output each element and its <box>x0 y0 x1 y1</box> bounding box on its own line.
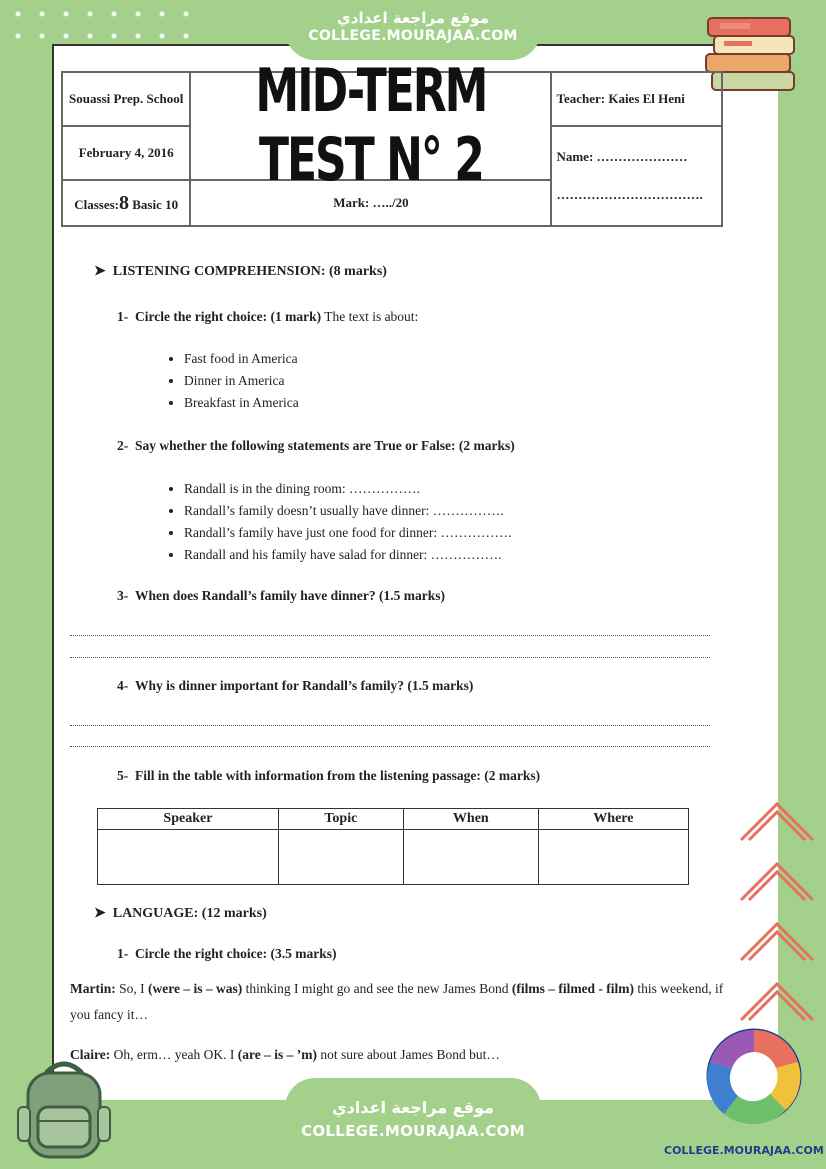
dialog-text: So, I <box>115 981 148 996</box>
q1-number: 1- <box>117 309 129 324</box>
column-header: When <box>403 809 538 830</box>
site-logo-icon <box>694 1022 818 1140</box>
header-table <box>61 57 723 227</box>
option-item[interactable]: • Dinner in America <box>184 370 299 392</box>
mark-field: Mark: …../20 <box>190 180 551 226</box>
teacher-name: Teacher: Kaies El Heni <box>551 72 722 126</box>
logo-caption: COLLEGE.MOURAJAA.COM <box>664 1144 824 1157</box>
speaker-martin: Martin: <box>70 981 116 996</box>
classes-suffix: Basic 10 <box>132 196 179 212</box>
q3-number: 3- <box>117 588 129 603</box>
arrow-bullet-icon: ➤ <box>94 906 106 921</box>
table-cell[interactable] <box>278 830 403 885</box>
name-continuation: ……………………………. <box>556 187 703 202</box>
answer-line[interactable] <box>70 746 710 747</box>
table-cell[interactable] <box>98 830 279 885</box>
column-header: Speaker <box>98 809 279 830</box>
watermark-url[interactable]: COLLEGE.MOURAJAA.COM <box>308 28 518 44</box>
option-item[interactable]: • Breakfast in America <box>184 392 299 414</box>
question-1 <box>117 309 418 325</box>
q3-instruction: When does Randall’s family have dinner? (1.5 marks) <box>135 588 446 603</box>
classes-label: Classes: <box>74 196 120 212</box>
column-header: Where <box>538 809 688 830</box>
school-name: Souassi Prep. School <box>62 72 190 126</box>
watermark-url[interactable]: COLLEGE.MOURAJAA.COM <box>301 1122 525 1140</box>
choice-group[interactable]: (films – filmed - film) <box>511 981 635 996</box>
choice-group[interactable]: (are – is – ’m) <box>237 1047 317 1062</box>
test-title: MID-TERM TEST N° 2 <box>255 57 487 195</box>
speaker-claire: Claire: <box>70 1047 111 1062</box>
dialog-text: not sure about James Bond but… <box>316 1047 500 1062</box>
q5-number: 5- <box>117 768 129 783</box>
q1-rest: The text is about: <box>321 309 419 324</box>
q4-instruction: Why is dinner important for Randall’s family? (1.5 marks) <box>135 678 474 693</box>
lq1-number: 1- <box>117 946 129 961</box>
answer-line[interactable] <box>70 725 710 726</box>
dialog-text: Oh, erm… yeah OK. I <box>110 1047 238 1062</box>
language-heading-text: LANGUAGE: (12 marks) <box>112 906 267 921</box>
question-4 <box>117 678 473 694</box>
frame-left <box>0 0 52 1169</box>
test-date: February 4, 2016 <box>62 126 190 180</box>
statement-item[interactable]: • Randall’s family doesn’t usually have dinner: ……………. <box>184 500 511 522</box>
q4-number: 4- <box>117 678 129 693</box>
table-cell[interactable] <box>538 830 688 885</box>
classes-number: 8 <box>119 191 130 214</box>
classes-cell <box>62 180 190 226</box>
listening-heading <box>94 263 387 280</box>
choice-group[interactable]: (were – is – was) <box>148 981 243 996</box>
language-question-1 <box>117 946 336 962</box>
table-cell[interactable] <box>403 830 538 885</box>
watermark-arabic: موقع مراجعة اعدادي <box>337 9 489 27</box>
watermark-arabic: موقع مراجعة اعدادي <box>331 1098 495 1117</box>
q2-statements <box>160 478 511 566</box>
question-2 <box>117 438 515 454</box>
question-3 <box>117 588 445 604</box>
listening-info-table <box>97 808 689 885</box>
lq1-instruction: Circle the right choice: (3.5 marks) <box>135 946 337 961</box>
dialog-text: this weekend, if you fancy it… <box>70 981 724 1022</box>
q1-instruction: Circle the right choice: (1 mark) <box>135 309 322 324</box>
column-header: Topic <box>278 809 403 830</box>
language-heading <box>94 905 267 922</box>
student-name-field[interactable] <box>551 126 722 226</box>
question-5 <box>117 768 540 784</box>
listening-heading-text: LISTENING COMPREHENSION: (8 marks) <box>112 264 387 279</box>
q2-instruction: Say whether the following statements are True or False: (2 marks) <box>135 438 515 453</box>
dialog-text: thinking I might go and see the new James Bond <box>242 981 512 996</box>
q2-number: 2- <box>117 438 129 453</box>
statement-item[interactable]: • Randall and his family have salad for dinner: ……………. <box>184 544 511 566</box>
answer-line[interactable] <box>70 657 710 658</box>
answer-line[interactable] <box>70 635 710 636</box>
watermark-top <box>285 0 541 60</box>
dialog-martin <box>70 976 730 1028</box>
arrow-bullet-icon: ➤ <box>94 264 106 279</box>
dialog-claire <box>70 1042 730 1068</box>
chevron-decoration-icon <box>735 790 820 1030</box>
watermark-bottom <box>285 1078 541 1169</box>
q5-instruction: Fill in the table with information from the listening passage: (2 marks) <box>135 768 541 783</box>
statement-item[interactable]: • Randall is in the dining room: ……………. <box>184 478 511 500</box>
statement-item[interactable]: • Randall’s family have just one food for dinner: ……………. <box>184 522 511 544</box>
q1-options <box>160 348 299 414</box>
test-title-cell <box>190 57 551 195</box>
option-item[interactable]: • Fast food in America <box>184 348 299 370</box>
name-label: Name: ………………… <box>556 149 688 164</box>
backpack-icon <box>14 1055 114 1161</box>
